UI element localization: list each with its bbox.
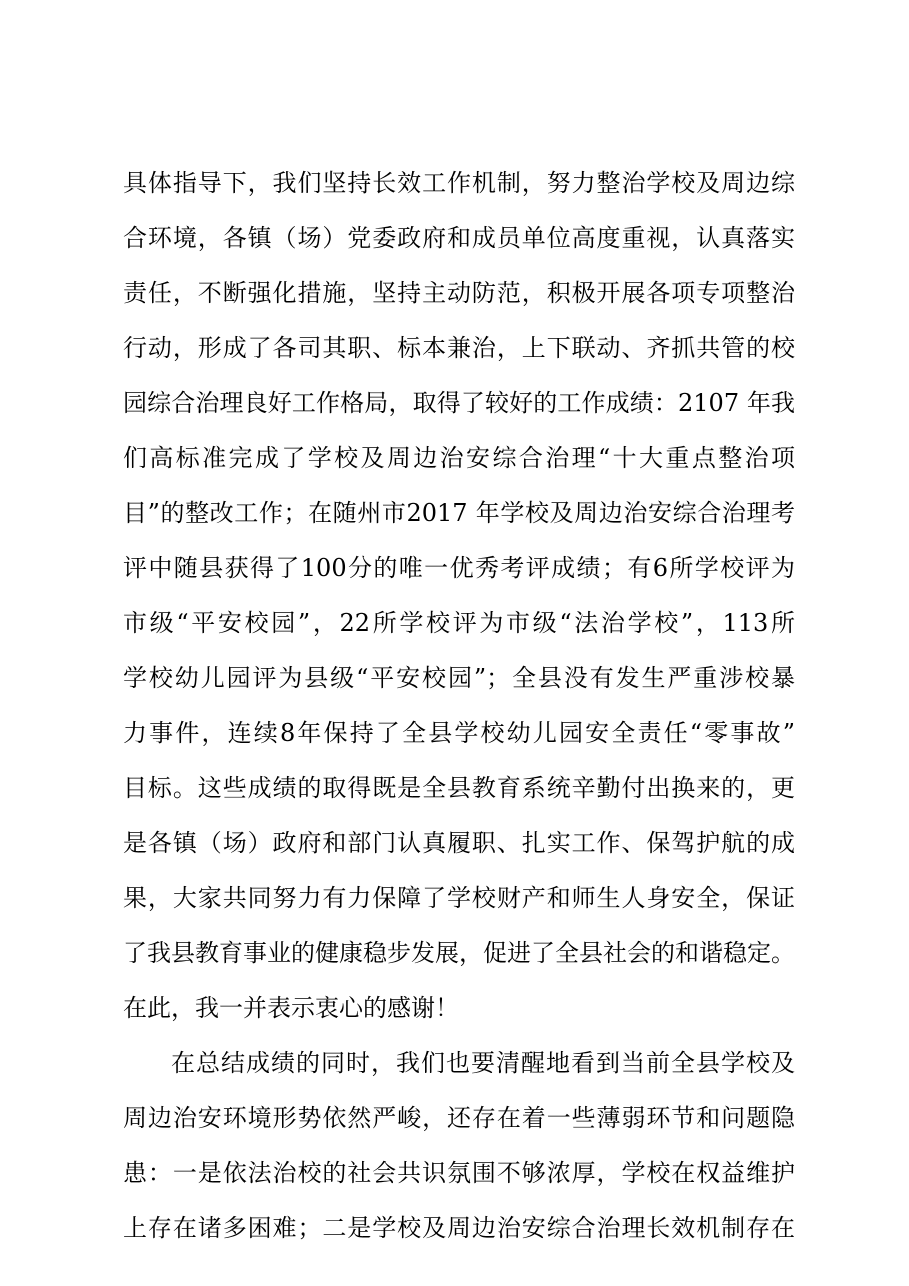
paragraph-line: 目标。这些成绩的取得既是全县教育系统辛勤付出换来的，更	[123, 774, 795, 802]
paragraph-line: 了我县教育事业的健康稳步发展，促进了全县社会的和谐稳定。	[123, 939, 795, 967]
paragraph-line: 园综合治理良好工作格局，取得了较好的工作成绩：2107 年我	[123, 389, 795, 417]
paragraph-line: 在此，我一并表示衷心的感谢！	[123, 994, 459, 1022]
paragraph-line: 市级“平安校园”，22所学校评为市级“法治学校”，113所	[123, 609, 795, 637]
paragraph-line: 具体指导下，我们坚持长效工作机制，努力整治学校及周边综	[123, 169, 795, 197]
paragraph-line: 上存在诸多困难；二是学校及周边治安综合治理长效机制存在	[123, 1214, 795, 1242]
paragraph-line: 果，大家共同努力有力保障了学校财产和师生人身安全，保证	[123, 884, 795, 912]
paragraph-line: 学校幼儿园评为县级“平安校园”；全县没有发生严重涉校暴	[123, 664, 795, 692]
paragraph-line: 合环境，各镇（场）党委政府和成员单位高度重视，认真落实	[123, 224, 795, 252]
paragraph-line: 责任，不断强化措施，坚持主动防范，积极开展各项专项整治	[123, 279, 795, 307]
paragraph-line: 周边治安环境形势依然严峻，还存在着一些薄弱环节和问题隐	[123, 1104, 795, 1132]
paragraph-line: 力事件，连续8年保持了全县学校幼儿园安全责任“零事故”	[123, 719, 795, 747]
paragraph-line: 在总结成绩的同时，我们也要清醒地看到当前全县学校及	[171, 1049, 795, 1077]
paragraph-line: 行动，形成了各司其职、标本兼治，上下联动、齐抓共管的校	[123, 334, 795, 362]
paragraph-line: 们高标准完成了学校及周边治安综合治理“十大重点整治项	[123, 444, 795, 472]
paragraph-line: 目”的整改工作；在随州市2017 年学校及周边治安综合治理考	[123, 499, 795, 527]
paragraph-line: 患：一是依法治校的社会共识氛围不够浓厚，学校在权益维护	[123, 1159, 795, 1187]
paragraph-line: 是各镇（场）政府和部门认真履职、扎实工作、保驾护航的成	[123, 829, 795, 857]
paragraph-line: 评中随县获得了100分的唯一优秀考评成绩；有6所学校评为	[123, 554, 795, 582]
